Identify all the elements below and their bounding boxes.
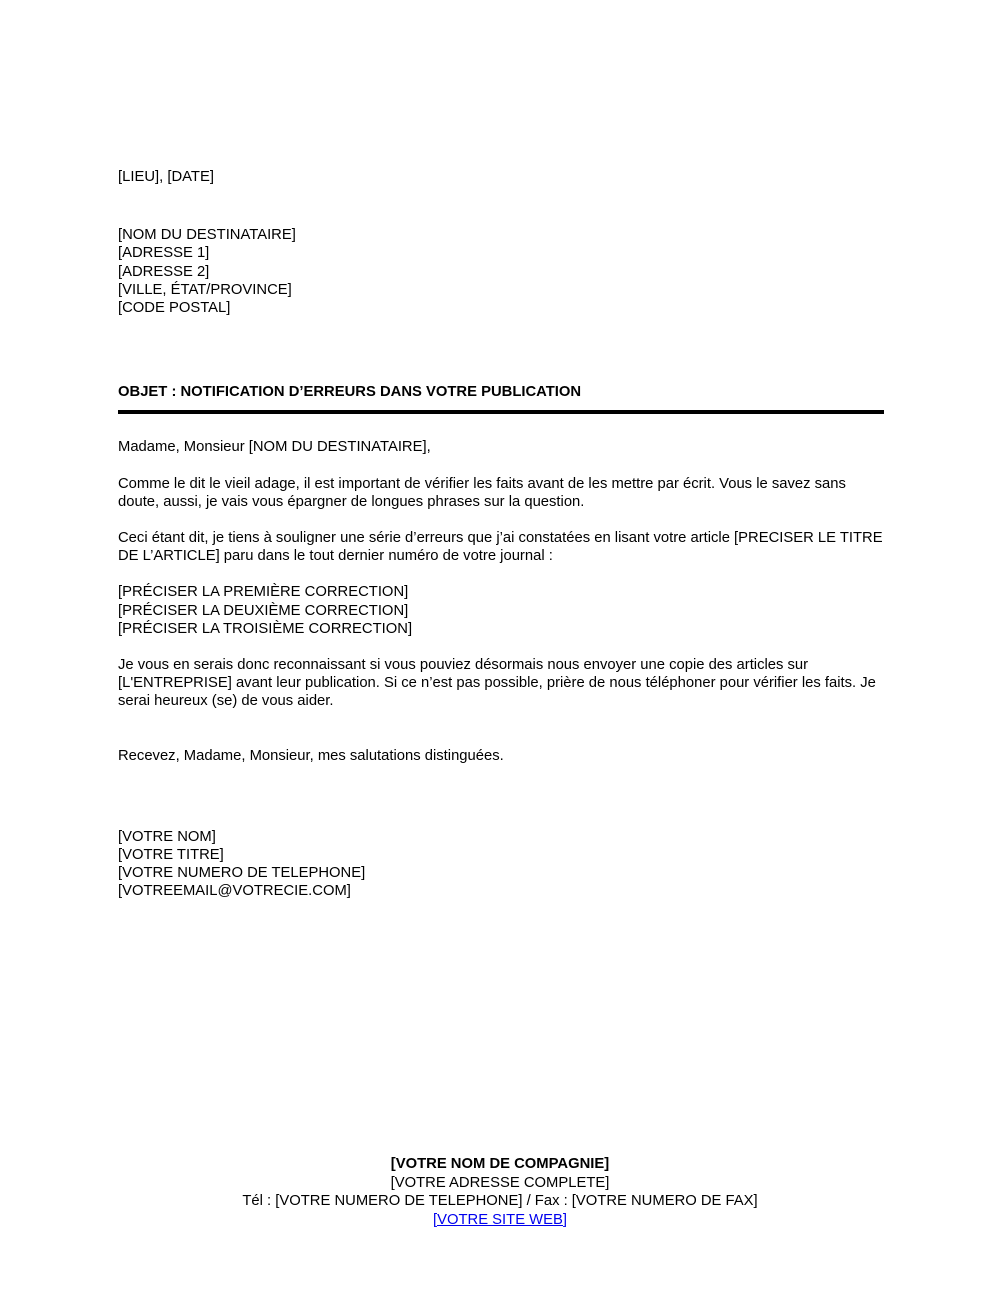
footer-website-link[interactable]: [VOTRE SITE WEB] — [432, 1211, 567, 1228]
closing-line: Recevez, Madame, Monsieur, mes salutations distinguées. — [118, 747, 504, 764]
date-location-block — [118, 0, 884, 186]
subject-line: OBJET : NOTIFICATION D’ERREURS DANS VOTRE PUBLICATION — [118, 384, 582, 401]
recipient-postal-code: [CODE POSTAL] — [118, 300, 231, 317]
body-paragraph-1: Comme le dit le vieil adage, il est important de vérifier les faits avant de les mettre par écrit. Vous le savez sans doute, aussi, je vais vous épargner de longues phrases sur la question. — [118, 475, 846, 510]
body-paragraph-2: Ceci étant dit, je tiens à souligner une série d’erreurs que j’ai constatées en lisant votre article [PRECISER LE TITRE DE L’ARTICLE] paru dans le tout dernier numéro de votre journal : — [118, 530, 883, 565]
letter-body — [118, 0, 884, 901]
footer-contact: Tél : [VOTRE NUMERO DE TELEPHONE] / Fax : [VOTRE NUMERO DE FAX] — [242, 1193, 758, 1210]
correction-item-3: [PRÉCISER LA TROISIÈME CORRECTION] — [118, 620, 413, 637]
footer-company-name: [VOTRE NOM DE COMPAGNIE] — [390, 1156, 610, 1172]
recipient-city-state: [VILLE, ÉTAT/PROVINCE] — [118, 281, 292, 298]
date-location-line: [LIEU], [DATE] — [118, 169, 214, 185]
signature-title: [VOTRE TITRE] — [118, 847, 224, 864]
correction-item-1: [PRÉCISER LA PREMIÈRE CORRECTION] — [118, 584, 409, 601]
corrections-list — [118, 565, 884, 638]
signature-name: [VOTRE NOM] — [118, 828, 216, 845]
signature-phone: [VOTRE NUMERO DE TELEPHONE] — [118, 865, 366, 882]
recipient-address-2: [ADRESSE 2] — [118, 263, 210, 280]
page-footer — [0, 1155, 1000, 1229]
correction-item-2: [PRÉCISER LA DEUXIÈME CORRECTION] — [118, 602, 409, 619]
recipient-address-1: [ADRESSE 1] — [118, 245, 210, 262]
signature-block — [118, 765, 884, 901]
footer-address: [VOTRE ADRESSE COMPLETE] — [390, 1174, 610, 1191]
signature-email: [VOTREEMAIL@VOTRECIE.COM] — [118, 883, 351, 900]
body-paragraph-3: Je vous en serais donc reconnaissant si vous pouviez désormais nous envoyer une copie des articles sur [L'ENTREPRISE] avant leur publication. Si ce n’est pas possible, prière de nous téléphoner pour vérifier les faits. Je serai heureux (se) de vous aider. — [118, 657, 876, 710]
recipient-name: [NOM DU DESTINATAIRE] — [118, 227, 296, 244]
salutation-line: Madame, Monsieur [NOM DU DESTINATAIRE], — [118, 439, 431, 456]
recipient-address-block — [118, 186, 884, 317]
